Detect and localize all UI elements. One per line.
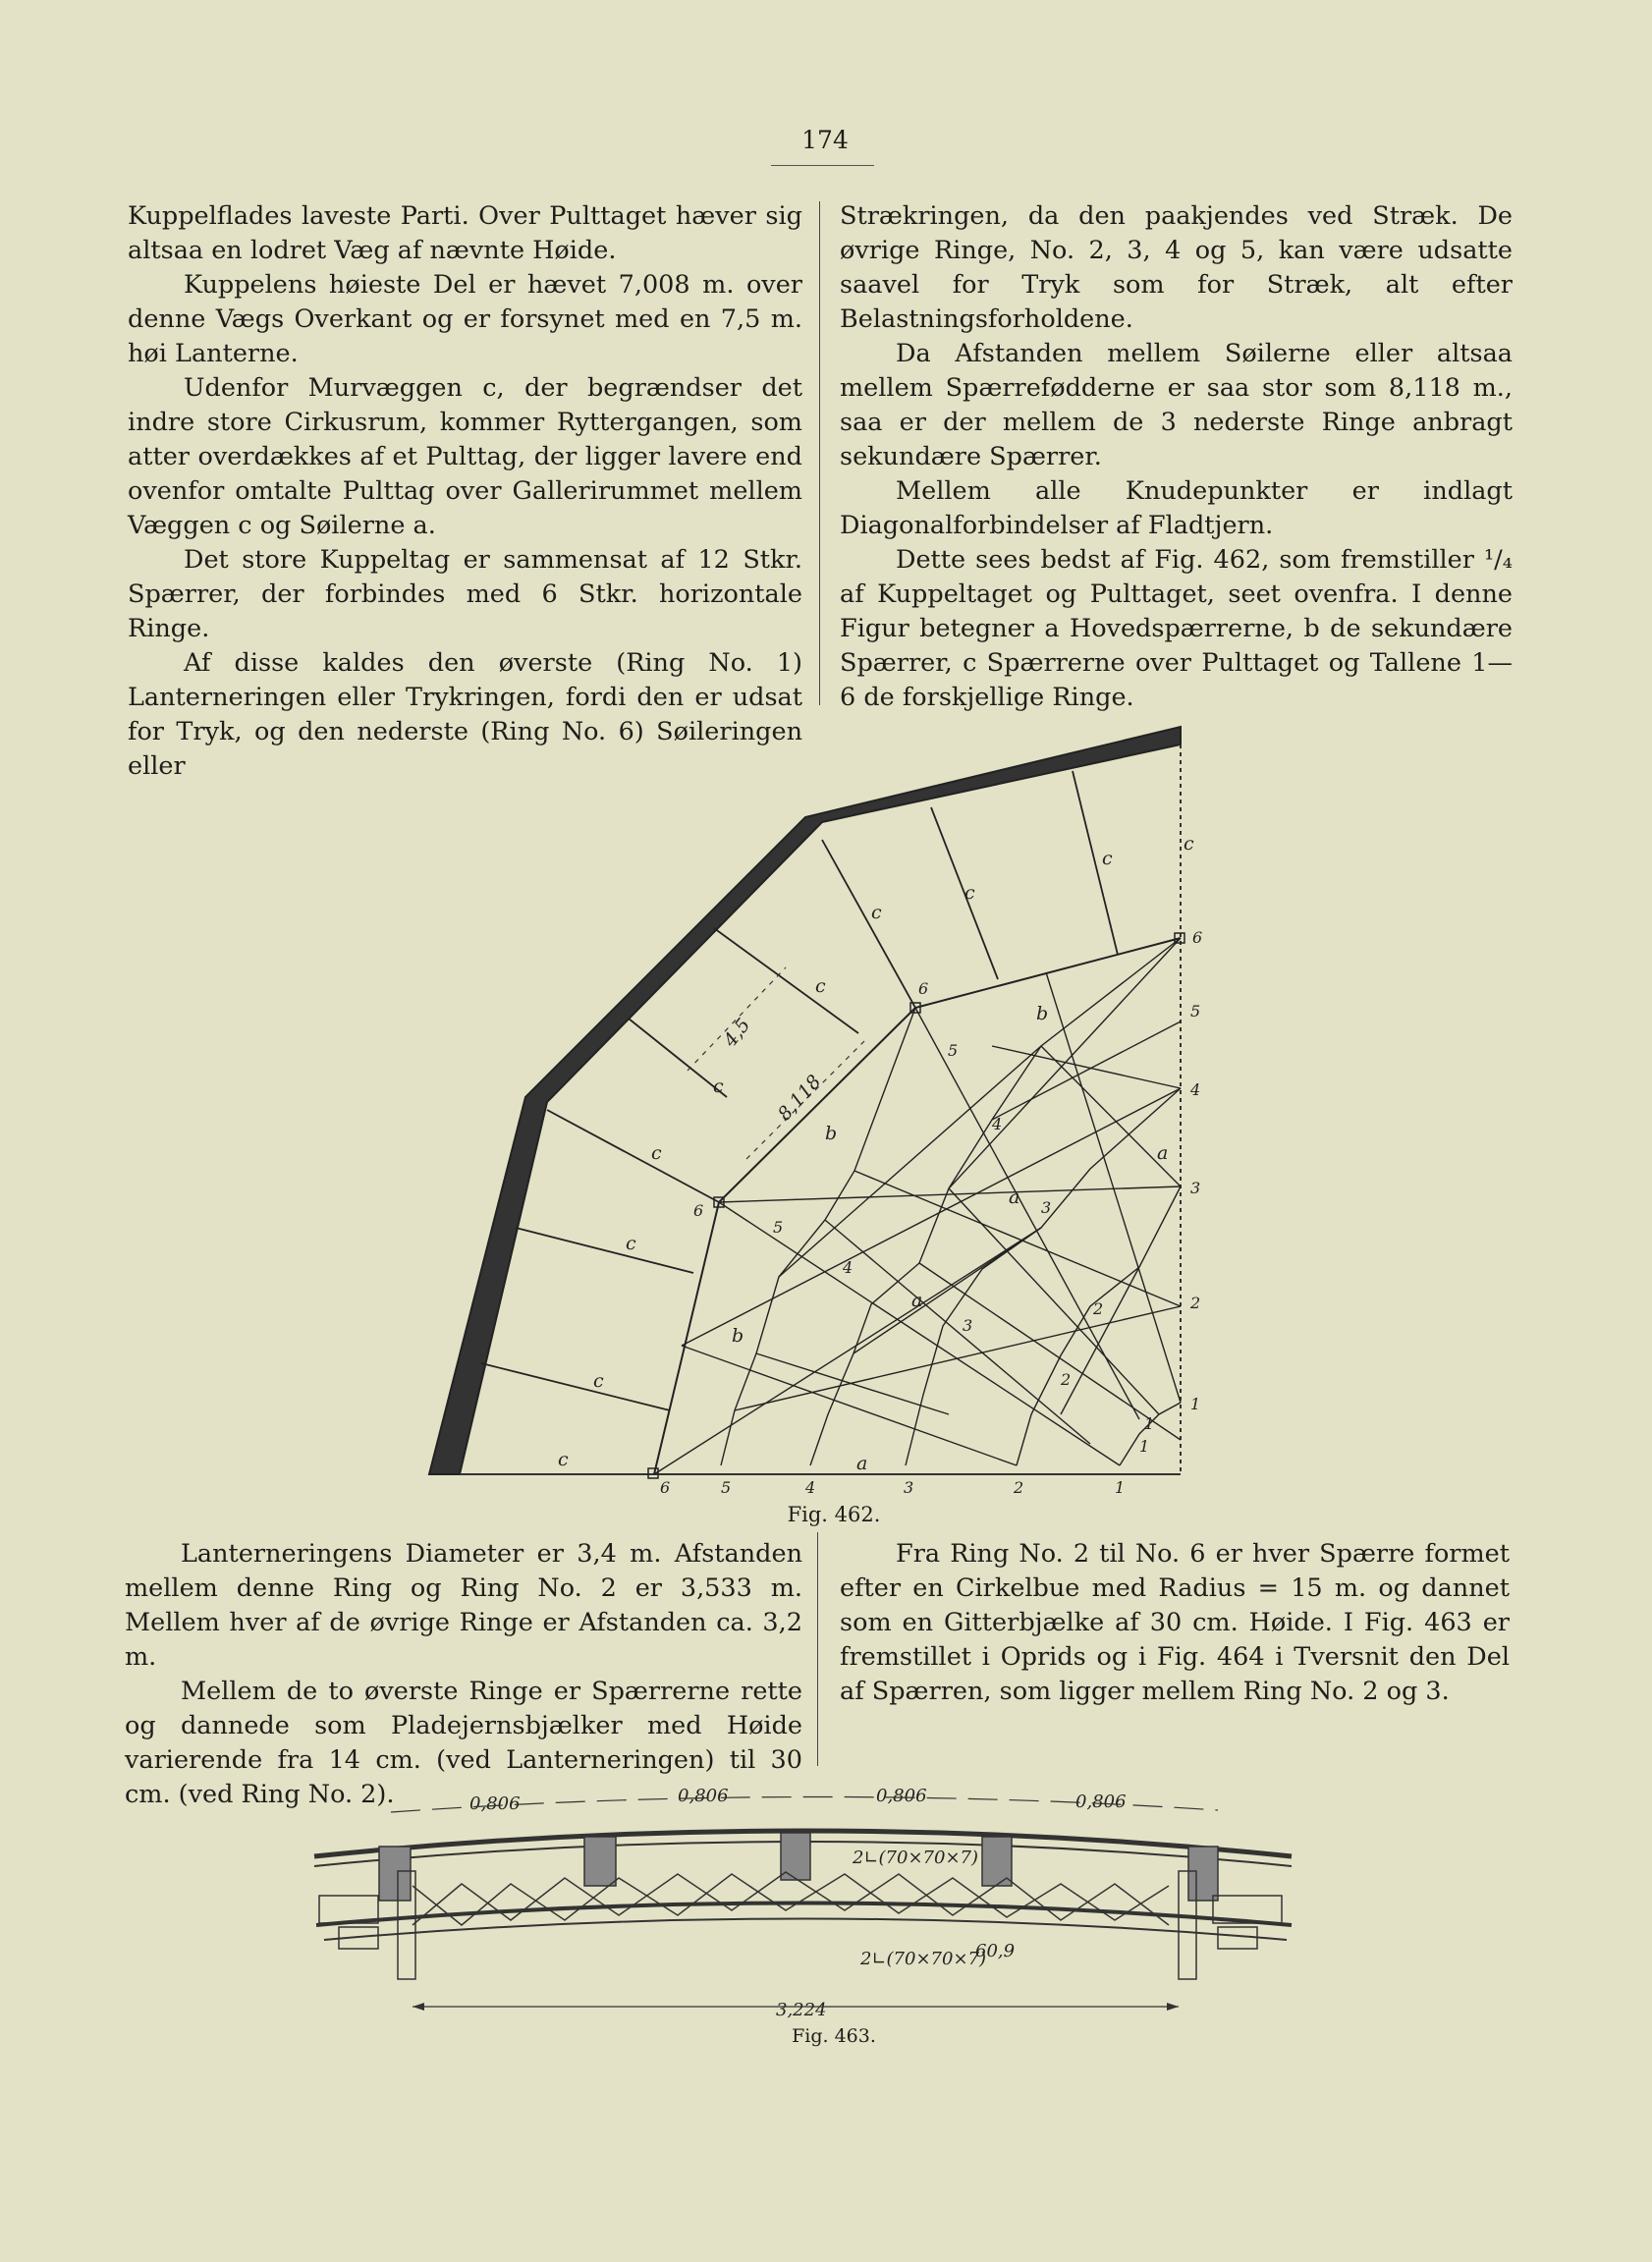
label-a: a	[1157, 1142, 1169, 1164]
fig-462-diagram	[422, 717, 1208, 1493]
paragraph: Mellem alle Knudepunkter er indlagt Diagonalforbindelser af Fladtjern.	[840, 476, 1513, 540]
ring-number: 4	[805, 1478, 816, 1493]
paragraph: Udenfor Murvæggen c, der begrændser det indre store Cirkusrum, kommer Ryttergangen, som atter overdækkes af et Pulttag, der ligger lavere end ovenfor omtalte Pulttag over Gallerirummet mellem Væggen c og Søilerne a.	[128, 373, 802, 540]
height-label: 60,9	[975, 1941, 1016, 1961]
label-c: c	[651, 1142, 662, 1164]
column-rule	[817, 1532, 818, 1766]
ring-number: 4	[1190, 1080, 1201, 1099]
paragraph: Mellem de to øverste Ringe er Spærrerne rette og dannede som Pladejernsbjælker med Høide varierende fra 14 cm. (ved Lanterneringen) til 30 cm. (ved Ring No. 2).	[125, 1677, 802, 1809]
ring-number: 3	[1041, 1198, 1052, 1217]
total-label: 3,224	[776, 2000, 827, 2018]
bottom-right-column	[840, 1537, 1510, 1709]
paragraph: Kuppelens høieste Del er hævet 7,008 m. over denne Vægs Overkant og er forsynet med en 7,5 m. høi Lanterne.	[128, 270, 802, 368]
angle-label-top: 2∟(70×70×7)	[853, 1848, 979, 1868]
dim-label: 0,806	[1075, 1792, 1127, 1812]
label-a: a	[911, 1290, 923, 1311]
label-a: a	[856, 1453, 868, 1474]
ring-number: 1	[1144, 1414, 1155, 1433]
ring-number: 5	[1190, 1002, 1201, 1021]
label-b: b	[1036, 1003, 1049, 1024]
ring-number: 5	[948, 1041, 959, 1060]
ring-number: 6	[918, 979, 929, 998]
ring-6-line	[654, 938, 1181, 1474]
ring-number: 2	[1014, 1478, 1024, 1493]
ring-number: 2	[1093, 1299, 1104, 1318]
label-c: c	[1102, 848, 1113, 869]
paragraph: Da Afstanden mellem Søilerne eller altsaa mellem Spærrefødderne er saa stor som 8,118 m., saa er der mellem de 3 nederste Ringe anbragt sekundære Spærrer.	[840, 339, 1513, 471]
label-c: c	[626, 1233, 636, 1254]
label-b: b	[732, 1325, 744, 1347]
label-a: a	[1009, 1186, 1020, 1208]
paragraph: Strækringen, da den paakjendes ved Stræk. De øvrige Ringe, No. 2, 3, 4 og 5, kan være udsatte saavel for Tryk som for Stræk, alt efter Belastningsforholdene.	[840, 201, 1513, 334]
fig-462-caption: Fig. 462.	[787, 1503, 881, 1526]
paragraph: Det store Kuppeltag er sammensat af 12 Stkr. Spærrer, der forbindes med 6 Stkr. horizontale Ringe.	[128, 545, 802, 643]
label-c: c	[871, 902, 882, 923]
label-c: c	[1184, 833, 1194, 855]
top-left-column	[128, 199, 802, 784]
page-number: 174	[801, 126, 849, 154]
top-right-column	[840, 199, 1513, 715]
ring-number: 3	[1190, 1179, 1201, 1197]
paragraph: Kuppelflades laveste Parti. Over Pulttaget hæver sig altsaa en lodret Væg af nævnte Høide.	[128, 201, 802, 265]
label-c: c	[558, 1449, 569, 1470]
paragraph: Dette sees bedst af Fig. 462, som fremstiller ¹/₄ af Kuppeltaget og Pulttaget, seet ovenfra. I denne Figur betegner a Hovedspærrerne, b de sekundære Spærrer, c Spærrerne over Pulttaget og Tallene 1—6 de forskjellige Ringe.	[840, 545, 1513, 712]
ring-number: 1	[1115, 1478, 1126, 1493]
ring-number: 6	[1192, 928, 1203, 947]
label-c: c	[593, 1370, 604, 1392]
ring-number: 4	[843, 1258, 854, 1277]
column-rule	[819, 201, 820, 705]
paragraph: Fra Ring No. 2 til No. 6 er hver Spærre formet efter en Cirkelbue med Radius = 15 m. og dannet som en Gitterbjælke af 30 cm. Høide. I Fig. 463 er fremstillet i Oprids og i Fig. 464 i Tversnit den Del af Spærren, som ligger mellem Ring No. 2 og 3.	[840, 1539, 1510, 1706]
ring-number: 2	[1190, 1294, 1201, 1312]
ring-number: 1	[1139, 1437, 1150, 1456]
ring-number: 5	[773, 1218, 784, 1237]
ring-number: 2	[1061, 1370, 1072, 1389]
label-dim-45: 4,5	[719, 1014, 755, 1052]
ring-number: 1	[1190, 1395, 1201, 1413]
ring-number: 6	[693, 1201, 704, 1220]
ring-number: 3	[904, 1478, 914, 1493]
bottom-left-column	[125, 1537, 802, 1812]
ring-number: 5	[721, 1478, 732, 1493]
ring-number: 4	[992, 1115, 1003, 1133]
ring-number: 3	[963, 1316, 973, 1335]
dim-label: 0,806	[876, 1786, 927, 1806]
fig-463-diagram	[295, 1773, 1375, 2018]
dim-label: 0,806	[678, 1786, 729, 1806]
label-c: c	[815, 975, 826, 997]
dome-lattice	[654, 938, 1181, 1474]
ring-number: 6	[660, 1478, 671, 1493]
paragraph: Lanterneringens Diameter er 3,4 m. Afstanden mellem denne Ring og Ring No. 2 er 3,533 m. Mellem hver af de øvrige Ringe er Afstanden ca. 3,2 m.	[125, 1539, 802, 1672]
label-c: c	[964, 882, 975, 904]
label-dim-8118: 8,118	[773, 1071, 826, 1126]
label-c: c	[713, 1076, 724, 1097]
angle-label-bottom: 2∟(70×70×7)	[860, 1949, 987, 1969]
fig-463-caption: Fig. 463.	[792, 2025, 876, 2047]
paragraph: Af disse kaldes den øverste (Ring No. 1) Lanterneringen eller Trykringen, fordi den er udsat for Tryk, og den nederste (Ring No. 6) Søileringen eller	[128, 648, 802, 781]
dim-label: 0,806	[469, 1793, 521, 1814]
label-b: b	[825, 1123, 838, 1144]
page-number-rule	[771, 165, 874, 166]
